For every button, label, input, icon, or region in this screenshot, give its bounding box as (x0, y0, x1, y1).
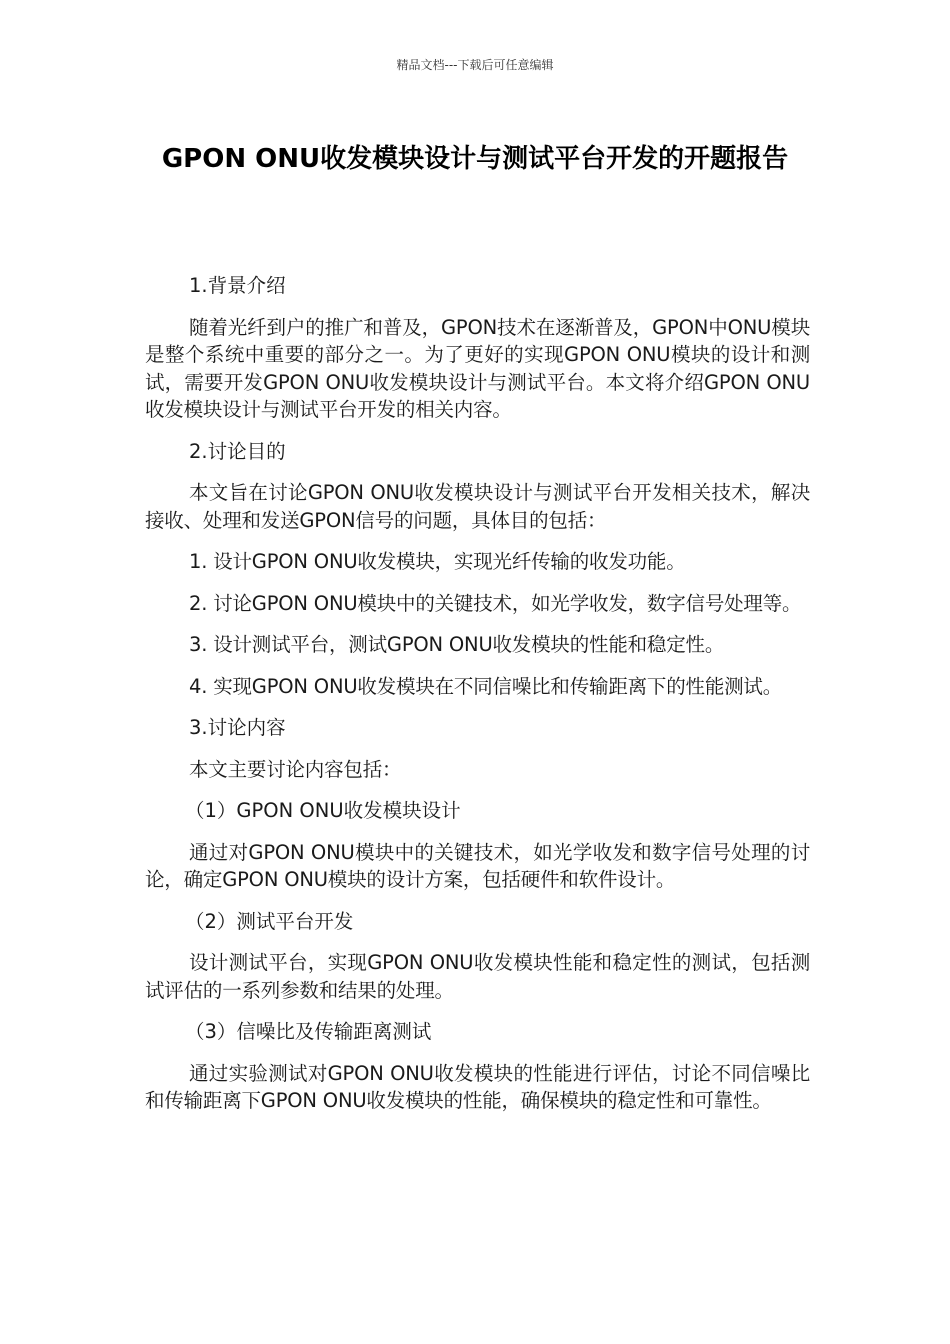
objective-item: 2. 讨论GPON ONU模块中的关键技术，如光学收发，数字信号处理等。 (189, 591, 802, 615)
section-heading: 1.背景介绍 (189, 274, 286, 297)
page-header: 精品文档---下载后可任意编辑 (396, 58, 554, 72)
document-body (145, 272, 810, 1129)
objective-item: 3. 设计测试平台，测试GPON ONU收发模块的性能和稳定性。 (189, 633, 725, 656)
body-paragraph: 本文旨在讨论GPON ONU收发模块设计与测试平台开发相关技术，解决接收、处理和发送GPON信号的问题，具体目的包括： (145, 481, 810, 532)
objective-item: 1. 设计GPON ONU收发模块，实现光纤传输的收发功能。 (189, 550, 686, 573)
section-heading: 3.讨论内容 (189, 716, 286, 739)
section-content (145, 714, 810, 1115)
objective-item: 4. 实现GPON ONU收发模块在不同信噪比和传输距离下的性能测试。 (189, 674, 783, 698)
document-title: GPON ONU收发模块设计与测试平台开发的开题报告 (161, 144, 789, 174)
section-background (145, 272, 810, 424)
section-objectives (145, 438, 810, 701)
content-item-text: 通过实验测试对GPON ONU收发模块的性能进行评估，讨论不同信噪比和传输距离下GPON ONU收发模块的性能，确保模块的稳定性和可靠性。 (145, 1061, 810, 1112)
content-item-heading: （1）GPON ONU收发模块设计 (185, 799, 461, 822)
body-paragraph: 随着光纤到户的推广和普及，GPON技术在逐渐普及，GPON中ONU模块是整个系统中重要的部分之一。为了更好的实现GPON ONU模块的设计和测试，需要开发GPON ONU收发模块设计与测试平台。本文将介绍GPON ONU收发模块设计与测试平台开发的相关内容。 (145, 315, 810, 421)
content-item-heading: （2）测试平台开发 (185, 909, 354, 933)
section-intro: 本文主要讨论内容包括： (189, 757, 402, 781)
section-heading: 2.讨论目的 (189, 439, 286, 463)
content-item-text: 通过对GPON ONU模块中的关键技术，如光学收发和数字信号处理的讨论，确定GPON ONU模块的设计方案，包括硬件和软件设计。 (145, 840, 810, 891)
content-item-heading: （3）信噪比及传输距离测试 (185, 1020, 432, 1043)
content-item-text: 设计测试平台，实现GPON ONU收发模块性能和稳定性的测试，包括测试评估的一系列参数和结果的处理。 (145, 951, 810, 1002)
